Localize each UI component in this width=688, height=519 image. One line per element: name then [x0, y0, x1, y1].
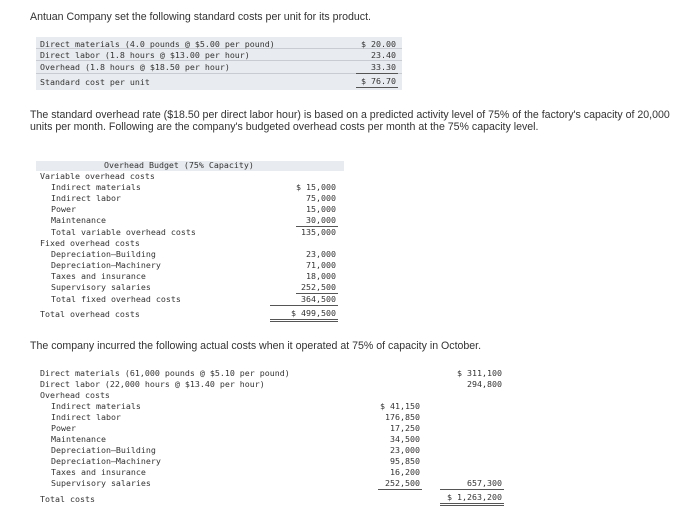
- actual-row-label: Depreciation—Machinery: [51, 456, 161, 466]
- overhead-budget-title: Overhead Budget (75% Capacity): [104, 160, 254, 170]
- actual-total-label: Total costs: [40, 494, 95, 504]
- actual-row-label: Depreciation—Building: [51, 445, 156, 455]
- budget-row-label: Power: [51, 204, 76, 214]
- actual-row-label: Power: [51, 423, 76, 433]
- variable-overhead-header: Variable overhead costs: [40, 171, 155, 181]
- actual-row-label: Taxes and insurance: [51, 467, 146, 477]
- total-variable-label: Total variable overhead costs: [51, 227, 196, 237]
- actual-row-amount: $ 41,150: [380, 401, 420, 411]
- actual-dm-amount: $ 311,100: [457, 368, 502, 378]
- actual-row-label: Indirect materials: [51, 401, 141, 411]
- std-row-dl-label: Direct labor (1.8 hours @ $13.00 per hour): [40, 50, 250, 60]
- actual-dl-amount: 294,800: [467, 379, 502, 389]
- budget-row-amount: 30,000: [306, 215, 336, 225]
- budget-row-label: Depreciation—Building: [51, 249, 156, 259]
- std-row-dm-label: Direct materials (4.0 pounds @ $5.00 per pound): [40, 39, 275, 49]
- std-row-dm-amount: $ 20.00: [361, 39, 396, 49]
- std-row-oh-label: Overhead (1.8 hours @ $18.50 per hour): [40, 62, 230, 72]
- total-fixed-amount: 364,500: [301, 294, 336, 304]
- actual-row-label: Indirect labor: [51, 412, 121, 422]
- budget-row-label: Taxes and insurance: [51, 271, 146, 281]
- std-total-amount: $ 76.70: [361, 76, 396, 86]
- budget-row-amount: 252,500: [301, 282, 336, 292]
- budget-row-amount: $ 15,000: [296, 182, 336, 192]
- budget-row-label: Maintenance: [51, 215, 106, 225]
- budget-row-amount: 15,000: [306, 204, 336, 214]
- fixed-overhead-header: Fixed overhead costs: [40, 238, 140, 248]
- actual-row-amount: 16,200: [390, 467, 420, 477]
- total-overhead-amount: $ 499,500: [291, 308, 336, 318]
- std-row-dl-amount: 23.40: [371, 50, 396, 60]
- actual-overhead-header: Overhead costs: [40, 390, 110, 400]
- std-total-label: Standard cost per unit: [40, 77, 150, 87]
- actual-total-amount: $ 1,263,200: [447, 492, 502, 502]
- actual-row-label: Supervisory salaries: [51, 478, 151, 488]
- total-fixed-label: Total fixed overhead costs: [51, 294, 181, 304]
- actual-row-label: Maintenance: [51, 434, 106, 444]
- actual-overhead-total: 657,300: [467, 478, 502, 488]
- actual-row-amount: 252,500: [385, 478, 420, 488]
- std-row-oh-amount: 33.30: [371, 62, 396, 72]
- budget-row-amount: 23,000: [306, 249, 336, 259]
- actual-dm-label: Direct materials (61,000 pounds @ $5.10 per pound): [40, 368, 290, 378]
- paragraph-overhead-rate: The standard overhead rate ($18.50 per direct labor hour) is based on a predicted activity level of 75% of the factory's capacity of 20,000 units per month. Following are the company's budgeted overhead costs per month at the 75% capacity level.: [30, 109, 670, 133]
- budget-row-label: Supervisory salaries: [51, 282, 151, 292]
- actual-row-amount: 34,500: [390, 434, 420, 444]
- paragraph-actual-costs: The company incurred the following actual costs when it operated at 75% of capacity in October.: [30, 340, 482, 352]
- budget-row-amount: 71,000: [306, 260, 336, 270]
- budget-row-amount: 18,000: [306, 271, 336, 281]
- total-variable-amount: 135,000: [301, 227, 336, 237]
- actual-row-amount: 17,250: [390, 423, 420, 433]
- actual-row-amount: 176,850: [385, 412, 420, 422]
- budget-row-label: Indirect labor: [51, 193, 121, 203]
- intro-text: Antuan Company set the following standard costs per unit for its product.: [30, 11, 371, 23]
- actual-dl-label: Direct labor (22,000 hours @ $13.40 per hour): [40, 379, 265, 389]
- actual-row-amount: 23,000: [390, 445, 420, 455]
- actual-row-amount: 95,850: [390, 456, 420, 466]
- budget-row-label: Indirect materials: [51, 182, 141, 192]
- budget-row-label: Depreciation—Machinery: [51, 260, 161, 270]
- budget-row-amount: 75,000: [306, 193, 336, 203]
- total-overhead-label: Total overhead costs: [40, 309, 140, 319]
